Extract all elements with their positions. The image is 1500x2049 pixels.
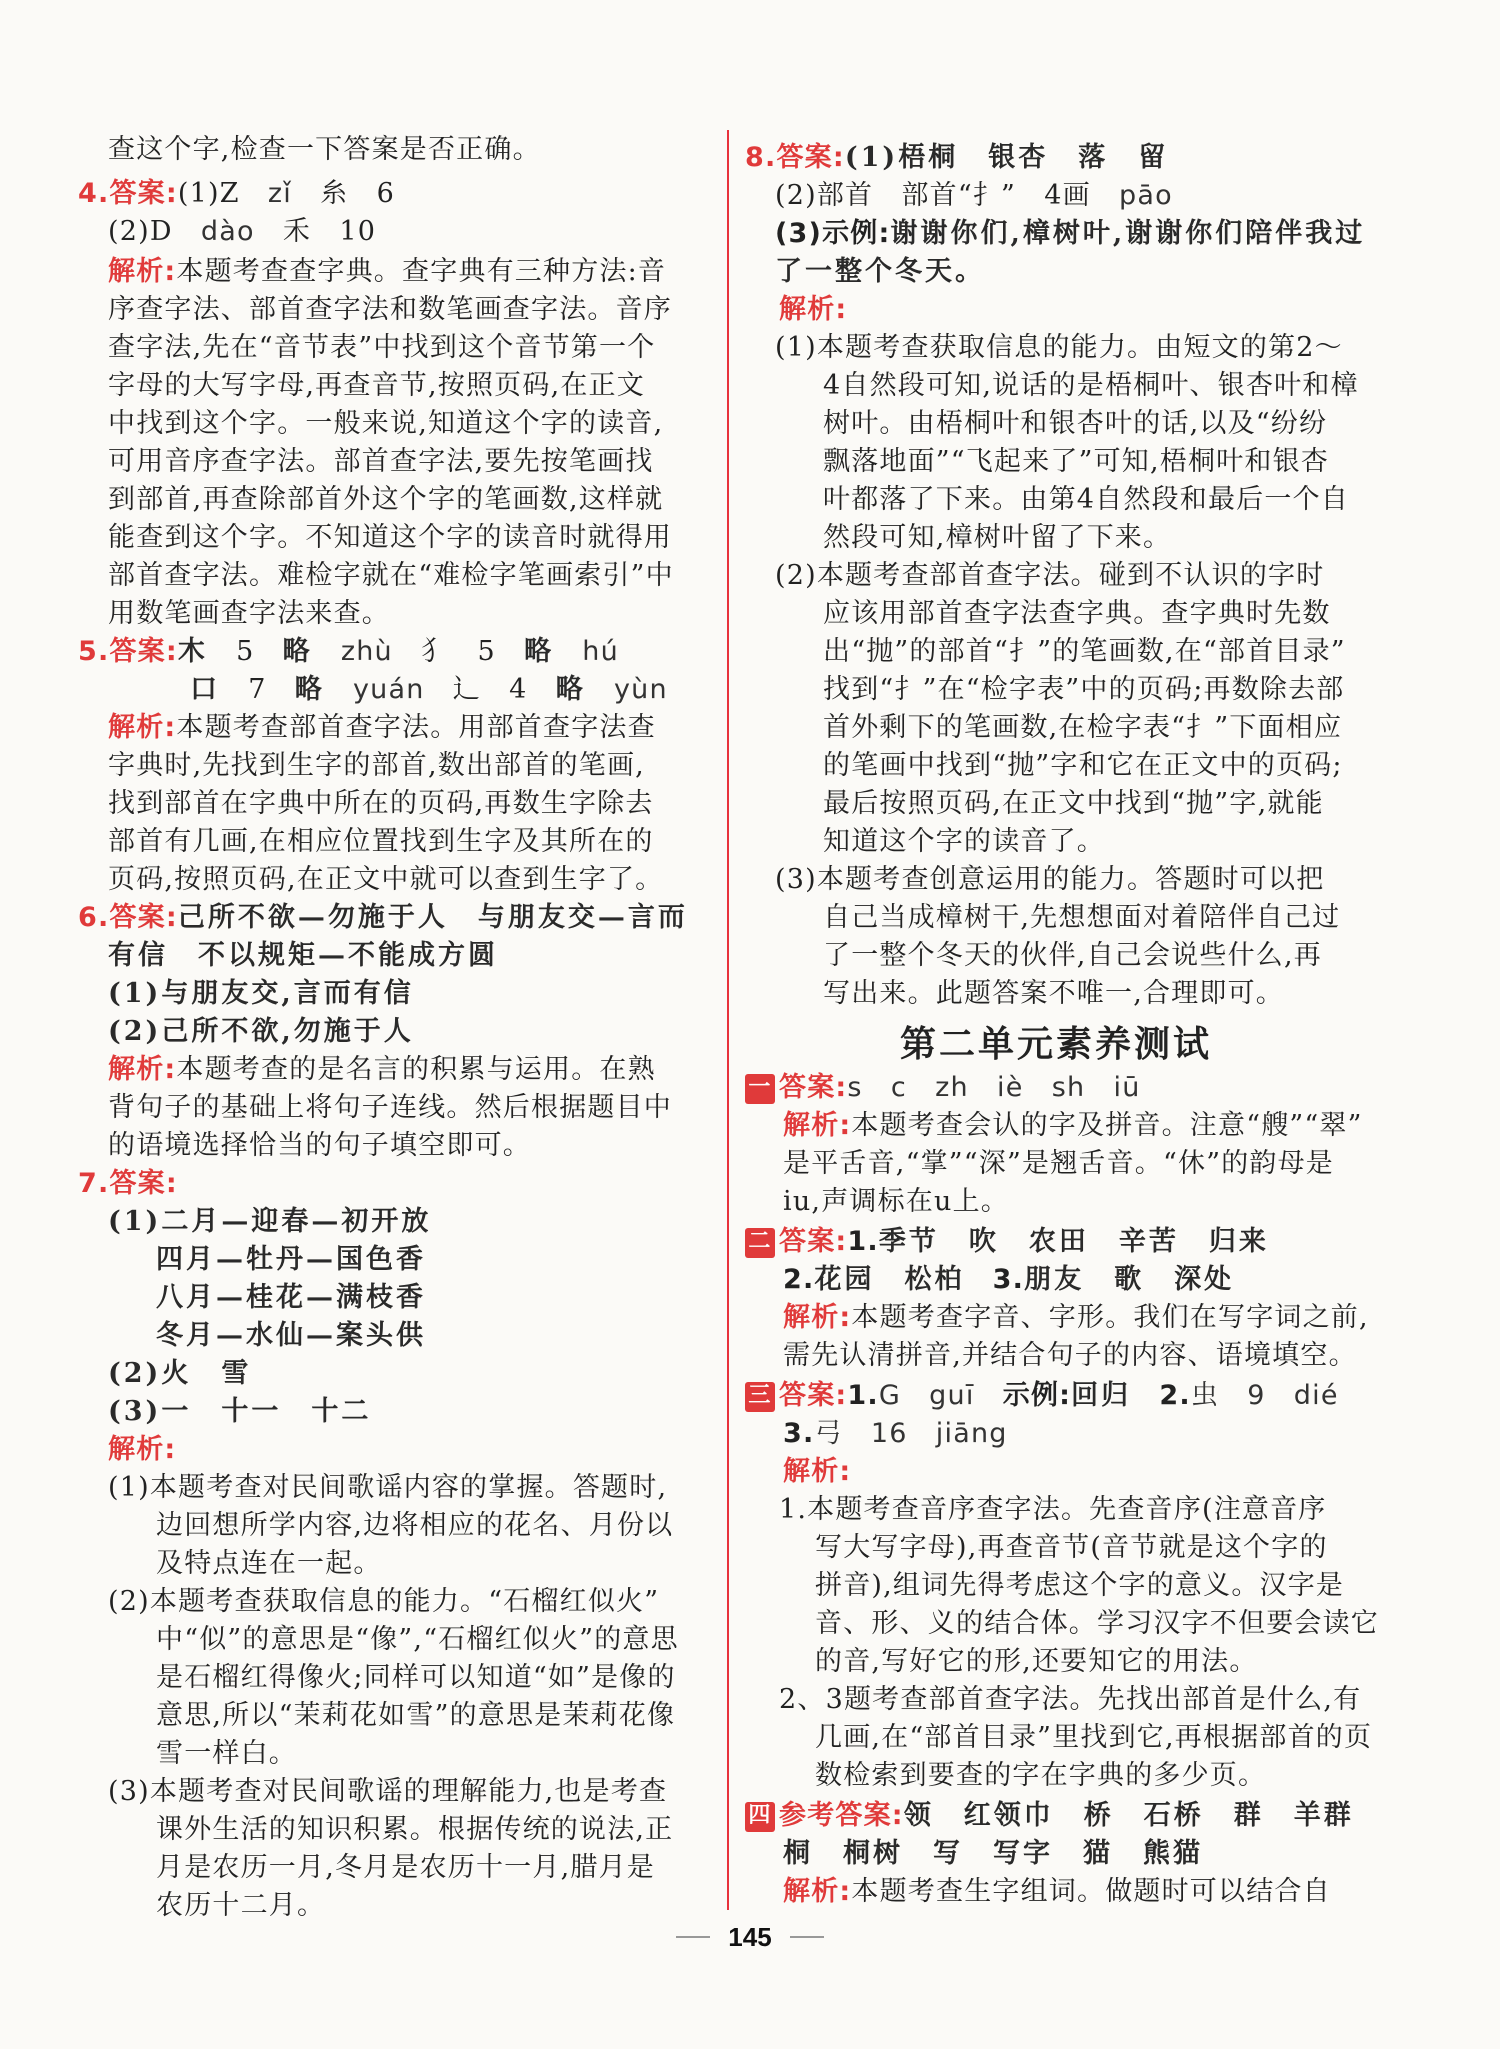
section-badge: 二 (745, 1228, 775, 1258)
text-line: 字母的大写字母,再查音节,按照页码,在正文 (108, 370, 645, 401)
analysis-label: 解析: (783, 1456, 852, 1487)
text-line: 查这个字,检查一下答案是否正确。 (108, 134, 541, 165)
text-line: 课外生活的知识积累。根据传统的说法,正 (156, 1814, 674, 1845)
s1-answer: 一 答案:s c zh iè sh iū (745, 1070, 1141, 1108)
text-line: (3)示例:谢谢你们,樟树叶,谢谢你们陪伴我过 (775, 218, 1366, 249)
q7-answer (78, 1166, 178, 1204)
answer-label: 答案: (109, 902, 178, 933)
text-line: 边回想所学内容,边将相应的花名、月份以 (156, 1510, 674, 1541)
text-line: 中“似”的意思是“像”,“石榴红似火”的意思 (156, 1624, 679, 1655)
s2-analysis: 解析:本题考查字音、字形。我们在写字词之前, (783, 1302, 1369, 1333)
text-line: 应该用部首查字法查字典。查字典时先数 (823, 598, 1331, 629)
q6-analysis: 解析:本题考查的是名言的积累与运用。在熟 (108, 1054, 656, 1085)
text-line: 2.花园 松柏 3.朋友 歌 深处 (783, 1264, 1235, 1295)
q4-answer: 4.答案:(1)Z zǐ 糸 6 (78, 178, 395, 209)
text-line: 冬月—水仙—案头供 (156, 1320, 426, 1351)
text-line: 有信 不以规矩—不能成方圆 (108, 940, 498, 971)
text-line: 知道这个字的读音了。 (823, 826, 1105, 857)
q5-answer: 5.答案:木 5 略 zhù 犭 5 略 hú (78, 636, 619, 667)
text-line: 序查字法、部首查字法和数笔画查字法。音序 (108, 294, 672, 325)
text-line: (2)本题考查部首查字法。碰到不认识的字时 (775, 560, 1325, 591)
question-number: 7. (78, 1168, 110, 1199)
text-line: 查字法,先在“音节表”中找到这个音节第一个 (108, 332, 656, 363)
text-line: (1)与朋友交,言而有信 (108, 978, 414, 1009)
answer-label: 答案: (779, 1072, 848, 1103)
answer-label: 答案: (779, 1380, 848, 1411)
answer-label: 答案: (109, 178, 178, 209)
s2-answer: 二 答案:1.季节 吹 农田 辛苦 归来 (745, 1224, 1269, 1262)
q8-answer: 8.答案:(1)梧桐 银杏 落 留 (745, 142, 1169, 173)
analysis-label: 解析: (108, 1054, 177, 1085)
q4-answer-2: (2)D dào 禾 10 (108, 216, 377, 247)
text-line: 页码,按照页码,在正文中就可以查到生字了。 (108, 864, 664, 895)
text-line: 背句子的基础上将句子连线。然后根据题目中 (108, 1092, 672, 1123)
q7-analysis-label (108, 1432, 176, 1470)
section-title: 第二单元素养测试 (900, 1024, 1213, 1065)
q6-answer: 6.答案:己所不欲—勿施于人 与朋友交—言而 (78, 902, 688, 933)
analysis-label: 解析: (779, 294, 848, 325)
text-line: 意思,所以“茉莉花如雪”的意思是茉莉花像 (156, 1700, 676, 1731)
text-line: (1)本题考查获取信息的能力。由短文的第2～ (775, 332, 1343, 363)
text-line: 音、形、义的结合体。学习汉字不但要会读它 (815, 1608, 1379, 1639)
question-number: 6. (78, 902, 110, 933)
question-number: 5. (78, 636, 110, 667)
text-line: (2)部首 部首“扌” 4画 pāo (775, 180, 1173, 211)
text-line: 找到“扌”在“检字表”中的页码;再数除去部 (823, 674, 1345, 705)
section-badge: 一 (745, 1074, 775, 1104)
section-badge: 三 (745, 1382, 775, 1412)
text-line: 的音,写好它的形,还要知它的用法。 (815, 1646, 1258, 1677)
column-divider (727, 130, 729, 1910)
text-line: (2)己所不欲,勿施于人 (108, 1016, 414, 1047)
text-line: 首外剩下的笔画数,在检字表“扌”下面相应 (823, 712, 1343, 743)
text-line: (3)一 十一 十二 (108, 1396, 372, 1427)
q5-analysis: 解析:本题考查部首查字法。用部首查字法查 (108, 712, 656, 743)
section-badge: 四 (745, 1802, 775, 1832)
page-number: 145 (0, 1922, 1500, 1953)
text-line: 拼音),组词先得考虑这个字的意义。汉字是 (815, 1570, 1345, 1601)
text-line: iu,声调标在u上。 (783, 1186, 1009, 1217)
text-line: 能查到这个字。不知道这个字的读音时就得用 (108, 522, 672, 553)
answer-label: 答案: (109, 636, 178, 667)
dash-left (676, 1936, 710, 1938)
text-line: 自己当成樟树干,先想想面对着陪伴自己过 (823, 902, 1341, 933)
analysis-label: 解析: (783, 1876, 852, 1907)
text-line: 了一整个冬天。 (775, 256, 985, 287)
text-line: 到部首,再查除部首外这个字的笔画数,这样就 (108, 484, 664, 515)
text-line: 用数笔画查字法来查。 (108, 598, 390, 629)
text-line: (2)本题考查获取信息的能力。“石榴红似火” (108, 1586, 660, 1617)
text-line: 月是农历一月,冬月是农历十一月,腊月是 (156, 1852, 655, 1883)
text-line: 数检索到要查的字在字典的多少页。 (815, 1760, 1267, 1791)
text-line: 写大写字母),再查音节(音节就是这个字的 (815, 1532, 1328, 1563)
text-line: 了一整个冬天的伙伴,自己会说些什么,再 (823, 940, 1322, 971)
dash-right (790, 1936, 824, 1938)
analysis-label: 解析: (108, 1434, 177, 1465)
text-line: 农历十二月。 (156, 1890, 326, 1921)
text-line: 雪一样白。 (156, 1738, 297, 1769)
analysis-label: 解析: (783, 1302, 852, 1333)
s4-answer: 四 参考答案:领 红领巾 桥 石桥 群 羊群 (745, 1798, 1354, 1836)
text-line: 找到部首在字典中所在的页码,再数生字除去 (108, 788, 654, 819)
text-line: 3.弓 16 jiāng (783, 1418, 1008, 1449)
text-line: 部首有几画,在相应位置找到生字及其所在的 (108, 826, 654, 857)
text-line: (3)本题考查创意运用的能力。答题时可以把 (775, 864, 1325, 895)
text-line: 桐 桐树 写 写字 猫 熊猫 (783, 1838, 1203, 1869)
text-line: 写出来。此题答案不唯一,合理即可。 (823, 978, 1284, 1009)
text-line: 及特点连在一起。 (156, 1548, 382, 1579)
text-line: 4自然段可知,说话的是梧桐叶、银杏叶和樟 (823, 370, 1359, 401)
analysis-label: 解析: (108, 712, 177, 743)
text-line: (1)本题考查对民间歌谣内容的掌握。答题时, (108, 1472, 668, 1503)
text-line: 是平舌音,“掌”“深”是翘舌音。“休”的韵母是 (783, 1148, 1335, 1179)
text-line: 四月—牡丹—国色香 (156, 1244, 426, 1275)
text-line: 可用音序查字法。部首查字法,要先按笔画找 (108, 446, 654, 477)
text-line: 的笔画中找到“抛”字和它在正文中的页码; (823, 750, 1343, 781)
s3-answer: 三 答案:1.G guī 示例:回归 2.虫 9 dié (745, 1378, 1339, 1416)
text-line: 是石榴红得像火;同样可以知道“如”是像的 (156, 1662, 676, 1693)
text-line: 的语境选择恰当的句子填空即可。 (108, 1130, 531, 1161)
answer-label: 答案: (779, 1226, 848, 1257)
text-line: 八月—桂花—满枝香 (156, 1282, 426, 1313)
text-line: (3)本题考查对民间歌谣的理解能力,也是考查 (108, 1776, 668, 1807)
text-line: 需先认清拼音,并结合句子的内容、语境填空。 (783, 1340, 1357, 1371)
text-line: 几画,在“部首目录”里找到它,再根据部首的页 (815, 1722, 1373, 1753)
text-line: (1)二月—迎春—初开放 (108, 1206, 432, 1237)
analysis-label: 解析: (108, 256, 177, 287)
s1-analysis: 解析:本题考查会认的字及拼音。注意“艘”“翠” (783, 1110, 1363, 1141)
text-line: 1.本题考查音序查字法。先查音序(注意音序 (779, 1494, 1327, 1525)
text-line: 然段可知,樟树叶留了下来。 (823, 522, 1172, 553)
text-line: 树叶。由梧桐叶和银杏叶的话,以及“纷纷 (823, 408, 1328, 439)
text-line: 2、3题考查部首查字法。先找出部首是什么,有 (779, 1684, 1362, 1715)
s3-analysis-label (783, 1454, 851, 1492)
question-number: 4. (78, 178, 110, 209)
answer-label: 参考答案: (779, 1800, 904, 1831)
text-line: 中找到这个字。一般来说,知道这个字的读音, (108, 408, 664, 439)
q5-answer-2: 口 7 略 yuán 辶 4 略 yùn (190, 674, 668, 705)
q4-analysis: 解析:本题考查查字典。查字典有三种方法:音 (108, 256, 667, 287)
question-number: 8. (745, 142, 777, 173)
text-line: 部首查字法。难检字就在“难检字笔画索引”中 (108, 560, 674, 591)
q8-analysis-label (779, 292, 847, 330)
answer-label: 答案: (109, 1168, 178, 1199)
text-line: 字典时,先找到生字的部首,数出部首的笔画, (108, 750, 645, 781)
analysis-label: 解析: (783, 1110, 852, 1141)
text-line: (2)火 雪 (108, 1358, 252, 1389)
text-line: 叶都落了下来。由第4自然段和最后一个自 (823, 484, 1349, 515)
answer-label: 答案: (776, 142, 845, 173)
s4-analysis: 解析:本题考查生字组词。做题时可以结合自 (783, 1876, 1331, 1907)
text-line: 出“抛”的部首“扌”的笔画数,在“部首目录” (823, 636, 1346, 667)
text-line: 飘落地面”“飞起来了”可知,梧桐叶和银杏 (823, 446, 1329, 477)
text-line: 最后按照页码,在正文中找到“抛”字,就能 (823, 788, 1324, 819)
